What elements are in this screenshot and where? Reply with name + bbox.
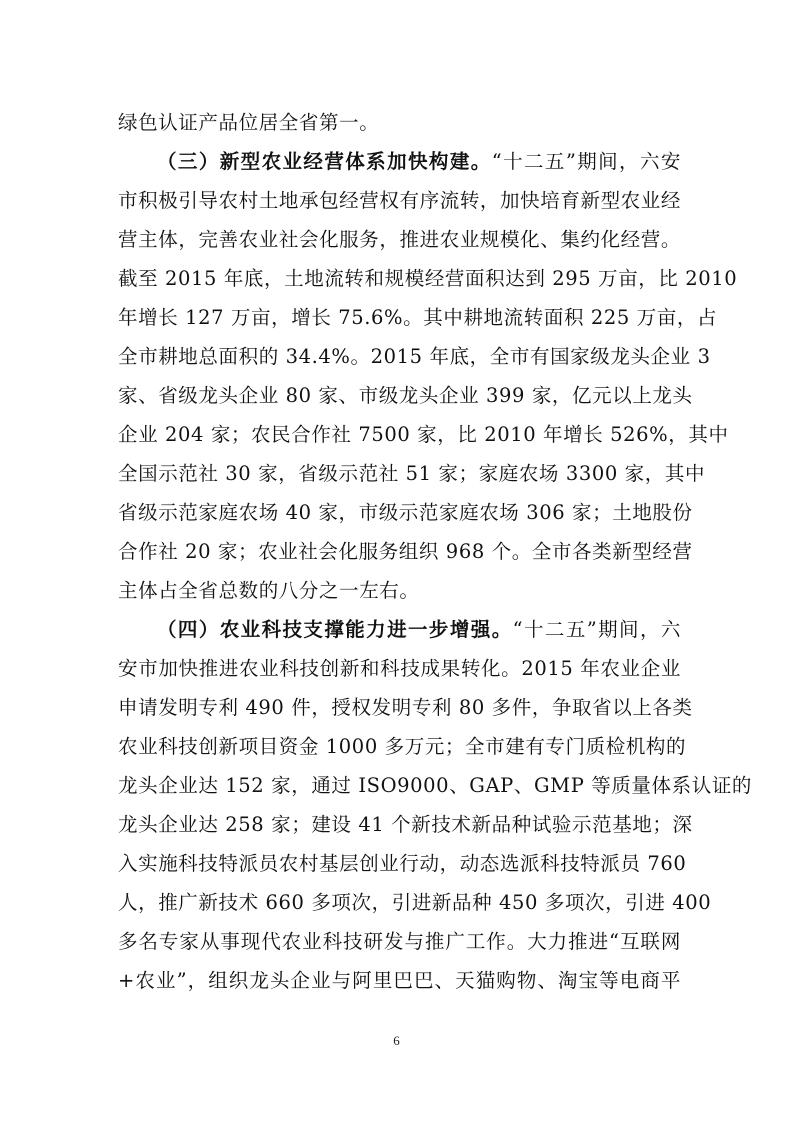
line-text: 营主体，完善农业社会化服务，推进农业规模化、集约化经营。	[118, 228, 681, 251]
line-text: 企业 204 家；农民合作社 7500 家，比 2010 年增长 526%，其中	[118, 423, 729, 446]
text-line	[118, 961, 681, 1000]
text-line	[118, 415, 729, 454]
text-line	[118, 649, 681, 688]
line-text: 人，推广新技术 660 多项次，引进新品种 450 多项次，引进 400	[118, 891, 712, 914]
text-line	[118, 454, 706, 493]
line-text: 安市加快推进农业科技创新和科技成果转化。2015 年农业企业	[118, 657, 681, 680]
text-line	[118, 883, 712, 922]
text-line	[118, 922, 681, 961]
text-line	[118, 337, 711, 376]
section-heading-4: （四）农业科技支撑能力进一步增强。	[157, 618, 513, 641]
text-line	[118, 727, 687, 766]
line-text: +农业”，组织龙头企业与阿里巴巴、天猫购物、淘宝等电商平	[118, 969, 681, 992]
text-line	[118, 259, 738, 298]
text-line	[118, 298, 718, 337]
line-text: 龙头企业达 152 家，通过 ISO9000、GAP、GMP 等质量体系认证的	[118, 774, 753, 797]
line-text: 绿色认证产品位居全省第一。	[118, 111, 380, 134]
text-line	[118, 181, 681, 220]
text-line	[118, 376, 693, 415]
text-line	[118, 805, 693, 844]
line-text: 入实施科技特派员农村基层创业行动，动态选派科技特派员 760	[118, 852, 687, 875]
section-heading-3: （三）新型农业经营体系加快构建。	[157, 150, 492, 173]
section-heading-line	[118, 610, 681, 649]
line-text: 多名专家从事现代农业科技研发与推广工作。大力推进“互联网	[118, 930, 681, 953]
text-line	[118, 688, 693, 727]
body-text	[118, 103, 753, 1000]
line-text: 主体占全省总数的八分之一左右。	[118, 579, 420, 602]
line-text: 年增长 127 万亩，增长 75.6%。其中耕地流转面积 225 万亩，占	[118, 306, 718, 329]
line-text: 截至 2015 年底，土地流转和规模经营面积达到 295 万亩，比 2010	[118, 267, 738, 290]
section-heading-line	[118, 142, 681, 181]
text-line	[118, 532, 693, 571]
line-text: “十二五”期间，六安	[491, 150, 681, 173]
page-number: 6	[393, 1033, 400, 1048]
text-line	[118, 844, 687, 883]
line-text: 省级示范家庭农场 40 家，市级示范家庭农场 306 家；土地股份	[118, 501, 693, 524]
line-text: 市积极引导农村土地承包经营权有序流转，加快培育新型农业经	[118, 189, 681, 212]
line-text: 家、省级龙头企业 80 家、市级龙头企业 399 家，亿元以上龙头	[118, 384, 693, 407]
line-text: 申请发明专利 490 件，授权发明专利 80 多件，争取省以上各类	[118, 696, 693, 719]
line-text: 合作社 20 家；农业社会化服务组织 968 个。全市各类新型经营	[118, 540, 693, 563]
text-line	[118, 220, 681, 259]
line-text: “十二五”期间，六	[512, 618, 681, 641]
text-line	[118, 493, 693, 532]
line-text: 全市耕地总面积的 34.4%。2015 年底，全市有国家级龙头企业 3	[118, 345, 711, 368]
line-text: 全国示范社 30 家，省级示范社 51 家；家庭农场 3300 家，其中	[118, 462, 706, 485]
line-text: 龙头企业达 258 家；建设 41 个新技术新品种试验示范基地；深	[118, 813, 693, 836]
line-text: 农业科技创新项目资金 1000 多万元；全市建有专门质检机构的	[118, 735, 687, 758]
text-line	[118, 103, 681, 142]
text-line	[118, 766, 753, 805]
text-line	[118, 571, 681, 610]
